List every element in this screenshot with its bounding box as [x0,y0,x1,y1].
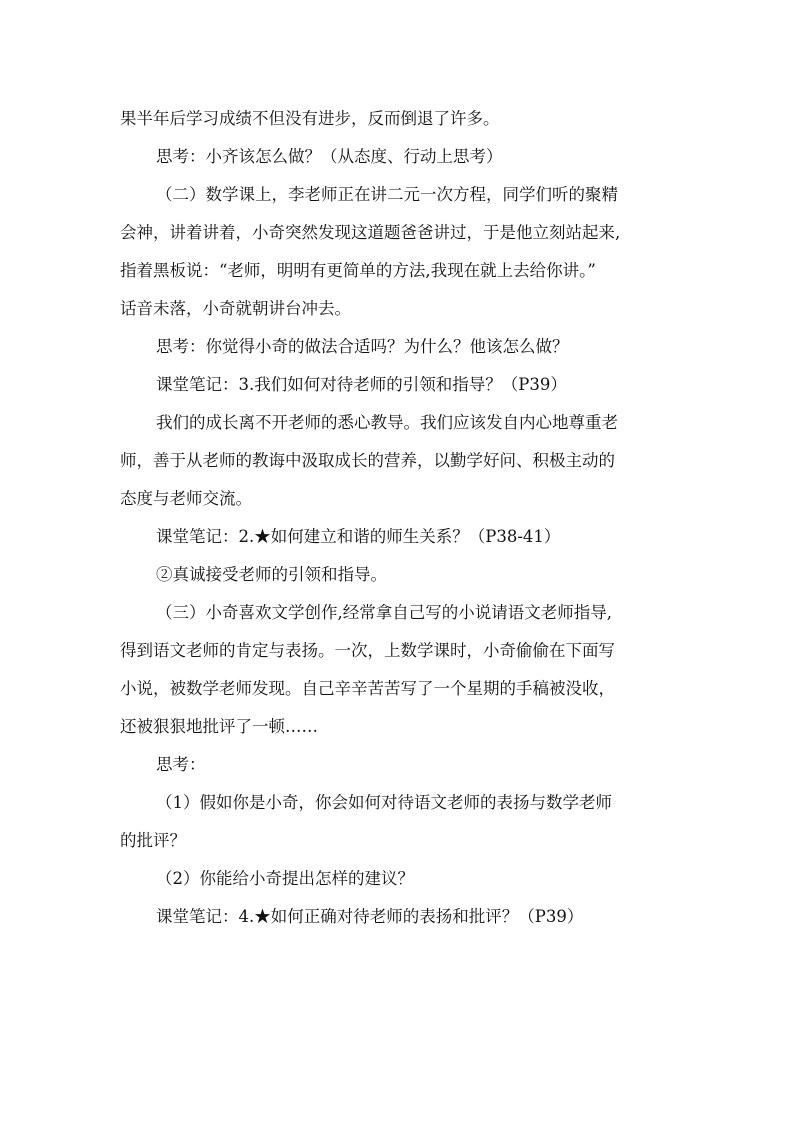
paragraph-line: 课堂笔记：4.★如何正确对待老师的表扬和批评？（P39） [156,907,584,926]
paragraph-line: （三）小奇喜欢文学创作,经常拿自己写的小说请语文老师指导, [156,603,612,622]
paragraph-line: 还被狠狠地批评了一顿…… [120,717,318,736]
paragraph-line: ②真诚接受老师的引领和指导。 [156,565,387,584]
document-body [120,100,680,936]
paragraph-line: 思考：小齐该怎么做？（从态度、行动上思考） [156,147,503,166]
paragraph-line: 态度与老师交流。 [120,489,252,508]
paragraph-line: 话音未落，小奇就朝讲台冲去。 [120,299,351,318]
paragraph-line: 思考： [156,755,206,774]
paragraph-line: （二）数学课上，李老师正在讲二元一次方程，同学们听的聚精 [156,185,618,204]
paragraph-line: 的批评？ [120,831,186,850]
paragraph-line: 我们的成长离不开老师的悉心教导。我们应该发自内心地尊重老 [156,413,618,432]
paragraph-line: 会神，讲着讲着，小奇突然发现这道题爸爸讲过，于是他立刻站起来, [120,223,621,242]
paragraph-line: 课堂笔记：2.★如何建立和谐的师生关系？（P38-41） [156,527,561,546]
paragraph-line: 得到语文老师的肯定与表扬。一次，上数学课时，小奇偷偷在下面写 [120,641,615,660]
paragraph-line: （1）假如你是小奇，你会如何对待语文老师的表扬与数学老师 [156,793,612,812]
paragraph-line: 指着黑板说：“老师，明明有更简单的方法,我现在就上去给你讲。” [120,261,596,280]
paragraph-line: 思考：你觉得小奇的做法合适吗？为什么？他该怎么做？ [156,337,569,356]
paragraph-line: 小说，被数学老师发现。自己辛辛苦苦写了一个星期的手稿被没收， [120,679,615,698]
paragraph-line: 课堂笔记：3.我们如何对待老师的引领和指导？（P39） [156,375,567,394]
paragraph-line: （2）你能给小奇提出怎样的建议？ [156,869,414,888]
paragraph-line: 师，善于从老师的教诲中汲取成长的营养，以勤学好问、积极主动的 [120,451,615,470]
paragraph-line: 果半年后学习成绩不但没有进步，反而倒退了许多。 [120,109,500,128]
